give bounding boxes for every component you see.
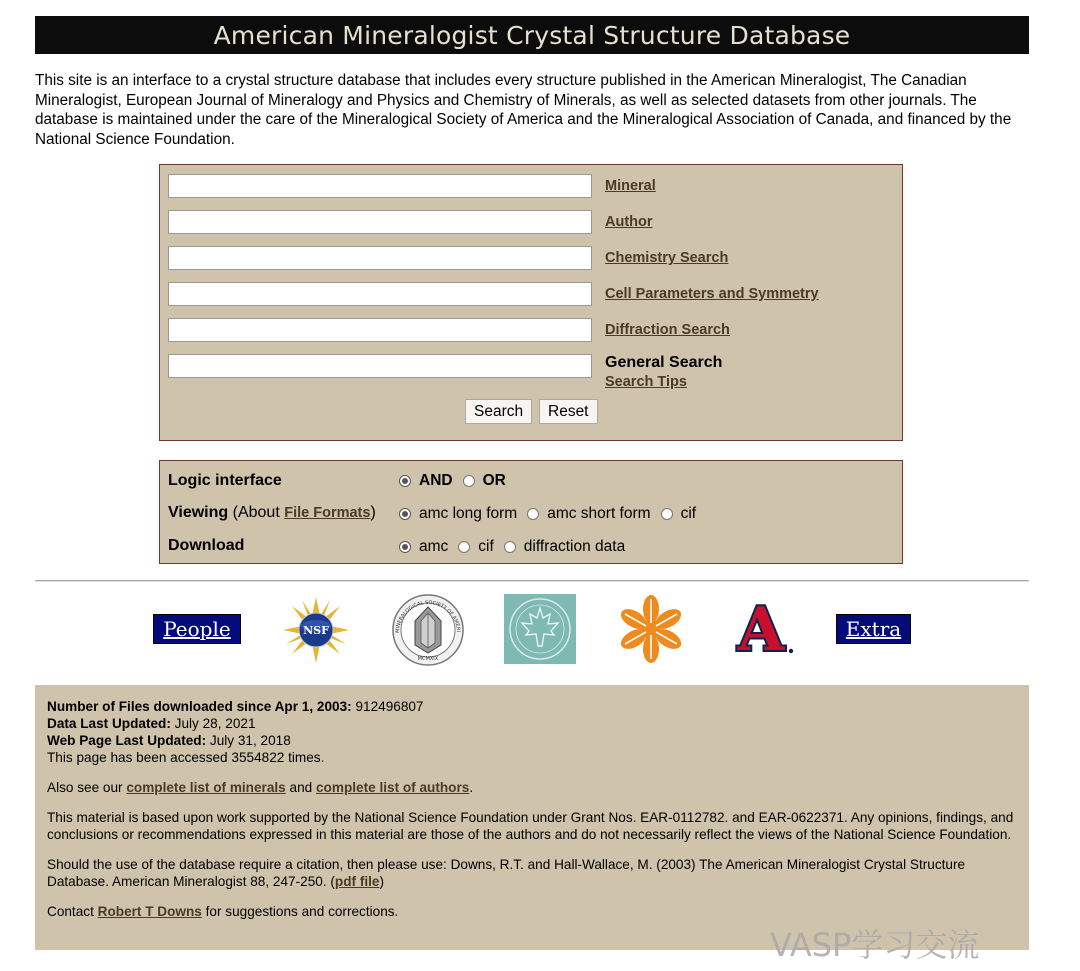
nsf-logo-link[interactable] [282,596,350,664]
logic-options [399,472,516,490]
download-amc-radio[interactable] [399,541,411,553]
general-search-input[interactable] [168,354,592,378]
citation-text: Should the use of the database require a citation, then please use: Downs, R.T. and Hall-Wallace, M. (2003) The American Mineralogist Crystal Structure Database. American Mineralogist 88, 247-250. ( [47,857,966,889]
download-label: Download [168,537,245,554]
citation-line [47,856,1017,890]
logic-or-label: OR [482,472,506,489]
logic-and-radio[interactable] [399,475,411,487]
minerals-list-link[interactable]: complete list of minerals [126,780,286,795]
reset-button[interactable]: Reset [539,399,598,424]
viewing-label: Viewing [168,504,229,521]
search-form [159,164,903,441]
msa-seal-year: MCMXIX [417,656,439,662]
diffraction-input[interactable] [168,318,592,342]
accessed-suffix: times. [288,750,325,765]
viewing-long-form-radio[interactable] [399,508,411,520]
search-tips-link[interactable]: Search Tips [605,374,687,390]
web-updated-value: July 31, 2018 [209,733,291,748]
viewing-cif-radio[interactable] [661,508,673,520]
viewing-options [399,505,706,523]
mineral-link[interactable]: Mineral [605,178,656,194]
watermark-text: VASP学习交流 [770,926,980,964]
file-formats-link[interactable]: File Formats [284,505,371,521]
crystal-logo-link[interactable] [616,594,686,664]
search-button[interactable]: Search [465,399,532,424]
about-suffix: ) [370,504,376,521]
also-prefix: Also see our [47,780,123,795]
citation-end: ) [379,874,384,889]
msa-logo-link[interactable] [391,593,465,667]
contact-link[interactable]: Robert T Downs [97,904,202,919]
people-logo-text: People [163,617,231,641]
options-panel [159,460,903,564]
nsf-disclaimer: This material is based upon work supported by the National Science Foundation under Grant Nos. EAR-0112782. and EAR-0622371. Any opinions, findings, and conclusions or recommendations expressed in this material are those of the authors and do not necessarily reflect the views of the National Science Foundation. [47,810,1014,842]
viewing-short-form-label: amc short form [547,505,651,522]
university-of-arizona-logo-link[interactable] [730,600,794,656]
viewing-cif-label: cif [680,505,697,522]
stats-block [47,698,1017,766]
contact-prefix: Contact [47,904,94,919]
chemistry-input[interactable] [168,246,592,270]
also-and: and [289,780,313,795]
downloads-value: 912496807 [355,699,424,714]
orange-crystal-icon [616,594,686,664]
nsf-logo-text: NSF [303,624,329,637]
download-diffraction-radio[interactable] [504,541,516,553]
download-cif-radio[interactable] [458,541,470,553]
also-suffix: . [469,780,474,795]
contact-suffix: for suggestions and corrections. [205,904,399,919]
downloads-label: Number of Files downloaded since Apr 1, 2003: [47,699,352,714]
viewing-label-group [168,504,376,522]
viewing-short-form-radio[interactable] [527,508,539,520]
cell-parameters-link[interactable]: Cell Parameters and Symmetry [605,286,819,302]
intro-paragraph: This site is an interface to a crystal structure database that includes every structure published in the American Mineralogist, The Canadian Mineralogist, European Journal of Mineralogy and Physics and Chemistry of Minerals, as well as selected datasets from other journals. The database is maintained under the care of the Mineralogical Society of America and the Mineralogical Association of Canada, and financed by the National Science Foundation. [35,72,1012,148]
university-a-icon [730,600,794,656]
footer-panel [35,685,1029,950]
extra-logo-link[interactable] [836,614,911,644]
mac-maple-leaf-icon [504,594,576,664]
university-a-letter: A [737,600,785,656]
author-link[interactable]: Author [605,214,653,230]
logic-and-label: AND [419,472,453,489]
download-diffraction-label: diffraction data [523,538,626,555]
logic-or-radio[interactable] [463,475,475,487]
contact-line [47,903,1017,920]
accessed-count: 3554822 [231,750,285,765]
divider [35,580,1029,582]
download-options [399,538,635,556]
cell-parameters-input[interactable] [168,282,592,306]
nsf-logo-icon [282,596,350,664]
msa-seal-text: MINERALOGICAL SOCIETY OF AMERI [394,599,461,634]
site-title-banner [35,16,1029,54]
mac-logo-link[interactable] [504,594,576,664]
mineral-input[interactable] [168,174,592,198]
msa-seal-icon [391,593,465,667]
accessed-prefix: This page has been accessed [47,750,228,765]
logic-interface-label: Logic interface [168,472,282,489]
data-updated-label: Data Last Updated: [47,716,171,731]
diffraction-search-link[interactable]: Diffraction Search [605,322,730,338]
viewing-long-form-label: amc long form [419,505,518,522]
also-see-line [47,779,1017,796]
authors-list-link[interactable]: complete list of authors [316,780,470,795]
data-updated-value: July 28, 2021 [174,716,256,731]
site-title: American Mineralogist Crystal Structure Database [213,20,851,50]
pdf-file-link[interactable]: pdf file [334,874,380,889]
download-amc-label: amc [419,538,449,555]
about-prefix: (About [232,504,280,521]
author-input[interactable] [168,210,592,234]
extra-logo-text: Extra [845,617,902,641]
download-cif-label: cif [478,538,494,555]
chemistry-search-link[interactable]: Chemistry Search [605,250,729,266]
web-updated-label: Web Page Last Updated: [47,733,207,748]
general-search-label: General Search [605,354,723,371]
people-logo-link[interactable] [153,614,241,644]
